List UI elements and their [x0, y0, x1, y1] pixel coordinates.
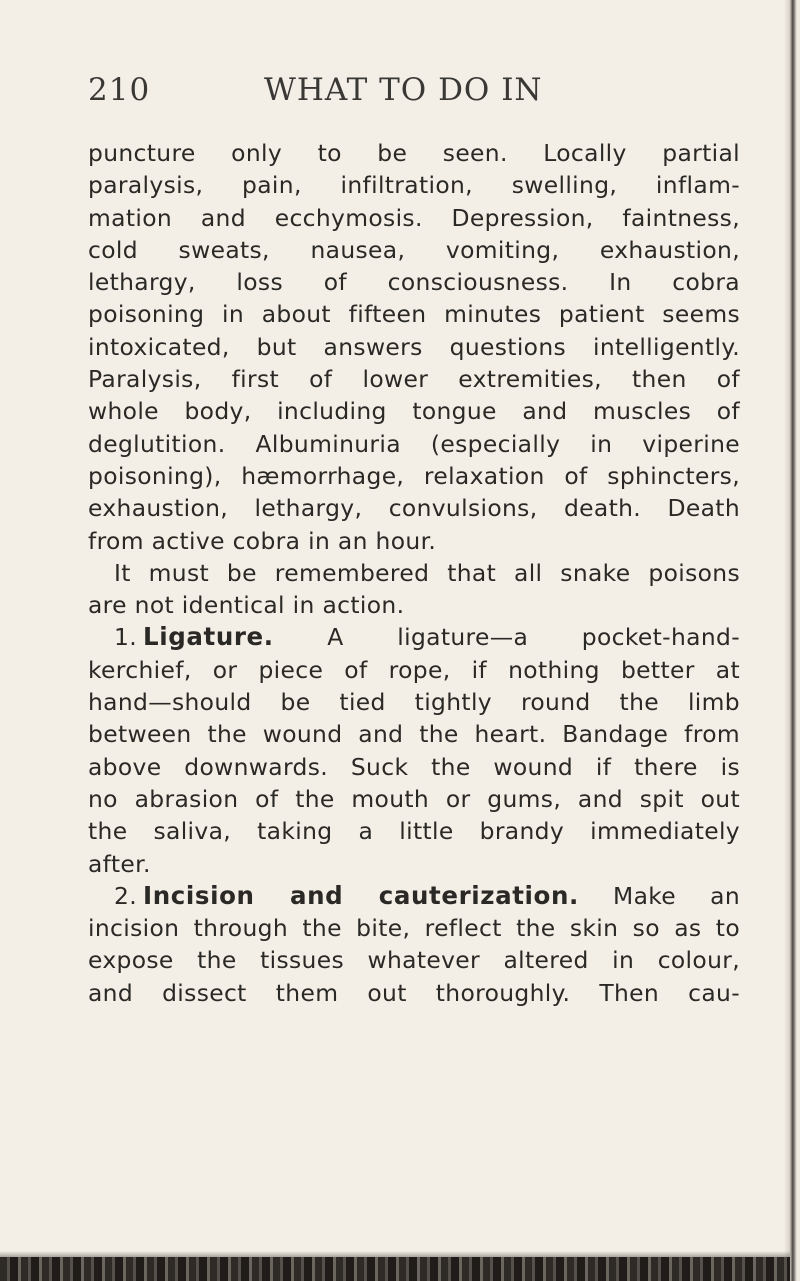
text-line: above downwards. Suck the wound if there is: [88, 752, 740, 781]
section-heading: Ligature.: [143, 622, 274, 652]
text-run: A ligature—a pocket-hand-: [327, 623, 740, 652]
page-body: [88, 137, 740, 1009]
section-heading: Incision and cauterization.: [143, 880, 579, 910]
text-line: whole body, including tongue and muscles of: [88, 397, 740, 426]
text-line: puncture only to be seen. Locally partial: [88, 139, 740, 167]
text-line: kerchief, or piece of rope, if nothing better at: [88, 655, 740, 684]
text-line: cold sweats, nausea, vomiting, exhaustion,: [88, 235, 740, 264]
text-line: lethargy, loss of consciousness. In cobra: [88, 268, 740, 297]
text-line: Paralysis, first of lower extremities, then of: [88, 365, 740, 394]
text-line: hand—should be tied tightly round the limb: [88, 688, 740, 717]
text-line: incision through the bite, reflect the skin so as to: [88, 914, 740, 943]
text-line: from active cobra in an hour.: [88, 526, 437, 555]
text-line: paralysis, pain, infiltration, swelling, inflam-: [88, 171, 740, 200]
page-header: [88, 72, 748, 112]
text-line: It must be remembered that all snake poisons: [114, 558, 740, 587]
section-number: 1.: [114, 623, 138, 652]
page-number: 210: [88, 72, 151, 108]
text-line: expose the tissues whatever altered in colour,: [88, 946, 740, 975]
text-line: mation and ecchymosis. Depression, faintness,: [88, 203, 740, 232]
page-edge-shadow: [784, 0, 800, 1281]
text-line: deglutition. Albuminuria (especially in viperine: [88, 429, 740, 458]
scan-bottom-band: [0, 1257, 790, 1281]
text-line: poisoning in about fifteen minutes patient seems: [88, 300, 740, 329]
text-line: between the wound and the heart. Bandage from: [88, 720, 740, 749]
section-heading-line: [88, 880, 740, 912]
text-line: exhaustion, lethargy, convulsions, death. Death: [88, 494, 740, 523]
text-line: no abrasion of the mouth or gums, and spit out: [88, 784, 740, 813]
text-run: Make an: [613, 881, 740, 910]
text-line: after.: [88, 849, 151, 878]
section-number: 2.: [114, 881, 138, 910]
text-line: are not identical in action.: [88, 591, 405, 620]
section-heading-line: [88, 621, 740, 653]
text-line: poisoning), hæmorrhage, relaxation of sphincters,: [88, 461, 740, 490]
text-line: the saliva, taking a little brandy immediately: [88, 817, 740, 846]
text-line: intoxicated, but answers questions intelligently.: [88, 332, 740, 361]
text-line: and dissect them out thoroughly. Then cau-: [88, 978, 740, 1007]
running-head: WHAT TO DO IN: [264, 72, 543, 108]
